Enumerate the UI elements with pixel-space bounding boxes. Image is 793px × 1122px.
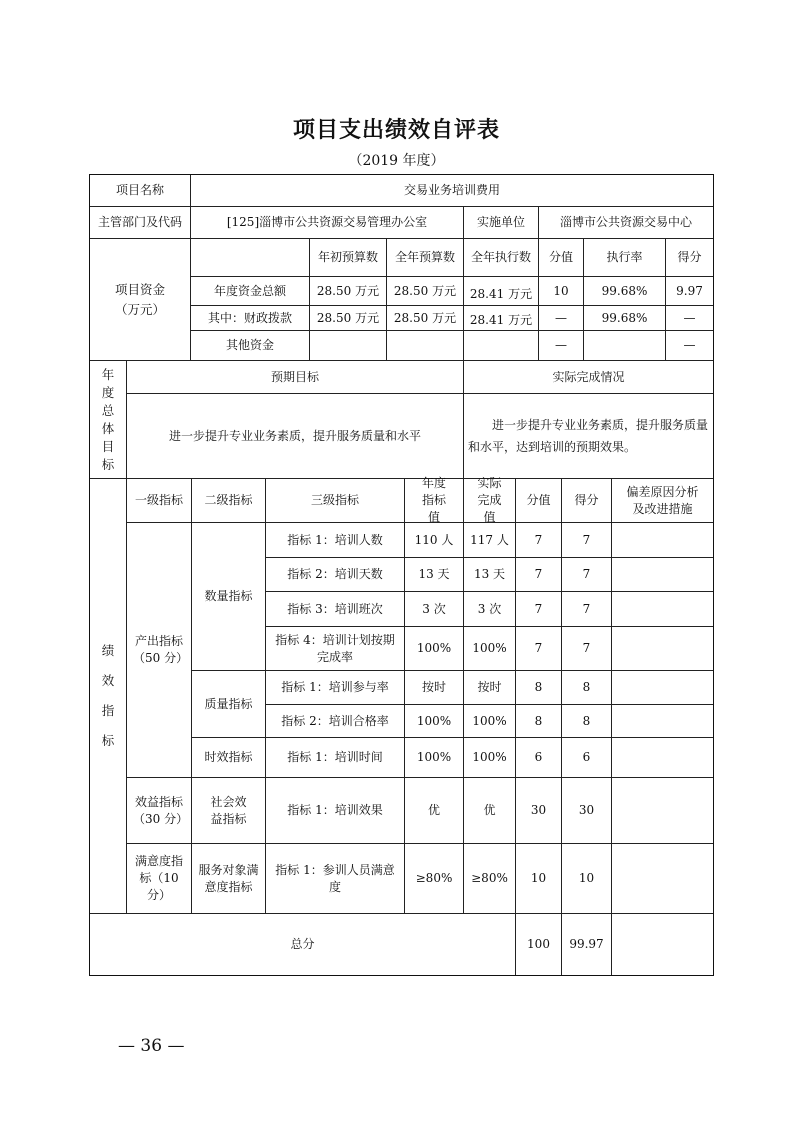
indicators-char: 标 xyxy=(101,733,115,748)
total-deviation xyxy=(611,913,714,976)
indicator-deviation xyxy=(611,522,714,558)
header-score: 得分 xyxy=(561,478,612,523)
funds-row-label: 其中：财政拨款 xyxy=(190,305,310,331)
indicator-actual: 按时 xyxy=(463,670,516,705)
indicator-name: 指标 4：培训计划按期完成率 xyxy=(265,626,405,671)
indicator-score-value: 10 xyxy=(515,843,562,914)
indicator-name: 指标 1：培训效果 xyxy=(265,777,405,844)
funds-row-label: 其他资金 xyxy=(190,330,310,361)
page-subtitle: （2019 年度） xyxy=(348,153,445,169)
indicator-target: 按时 xyxy=(404,670,464,705)
funds-row-executed: 28.41 万元 xyxy=(463,305,539,331)
header-level1: 一级指标 xyxy=(126,478,192,523)
impl-unit-label: 实施单位 xyxy=(463,206,539,239)
indicator-name: 指标 1：参训人员满意度 xyxy=(265,843,405,914)
goals-char: 体 xyxy=(101,420,115,436)
indicator-deviation xyxy=(611,626,714,671)
indicator-deviation xyxy=(611,704,714,738)
funds-row-score-value: — xyxy=(538,305,584,331)
indicators-char: 效 xyxy=(101,673,115,688)
funds-header-initial: 年初预算数 xyxy=(309,238,387,277)
indicators-section-label xyxy=(89,478,127,914)
funds-row-score: — xyxy=(665,330,714,361)
funds-row-rate: 99.68% xyxy=(583,276,666,306)
header-level3: 三级指标 xyxy=(265,478,405,523)
indicator-name: 指标 2：培训合格率 xyxy=(265,704,405,738)
level2-timeliness: 时效指标 xyxy=(191,737,266,778)
funds-row-annual: 28.50 万元 xyxy=(386,305,464,331)
actual-completion-header: 实际完成情况 xyxy=(463,360,714,394)
indicator-score-value: 7 xyxy=(515,591,562,627)
header-score-value: 分值 xyxy=(515,478,562,523)
level2-service-satisfaction: 服务对象满意度指标 xyxy=(191,843,266,914)
level1-output: 产出指标（50 分） xyxy=(126,522,192,778)
indicator-target: 13 天 xyxy=(404,557,464,592)
funds-header-executed: 全年执行数 xyxy=(463,238,539,277)
funds-row-rate: 99.68% xyxy=(583,305,666,331)
indicator-name: 指标 1：培训人数 xyxy=(265,522,405,558)
indicator-deviation xyxy=(611,557,714,592)
indicator-name: 指标 1：培训时间 xyxy=(265,737,405,778)
level2-quality: 质量指标 xyxy=(191,670,266,738)
indicator-name: 指标 2：培训天数 xyxy=(265,557,405,592)
funds-header-score: 得分 xyxy=(665,238,714,277)
funds-row-score: 9.97 xyxy=(665,276,714,306)
indicator-target: 100% xyxy=(404,626,464,671)
indicator-deviation xyxy=(611,670,714,705)
funds-row-annual xyxy=(386,330,464,361)
actual-completion-paragraph: 进一步提升专业业务素质，提升服务质量和水平，达到培训的预期效果。 xyxy=(468,418,709,454)
funds-row-label: 年度资金总额 xyxy=(190,276,310,306)
funds-row-executed: 28.41 万元 xyxy=(463,276,539,306)
level1-benefit: 效益指标（30 分） xyxy=(126,777,192,844)
indicator-score: 7 xyxy=(561,591,612,627)
funds-row-executed xyxy=(463,330,539,361)
indicator-score: 7 xyxy=(561,522,612,558)
funds-row-score: — xyxy=(665,305,714,331)
indicator-actual: 优 xyxy=(463,777,516,844)
indicator-score: 6 xyxy=(561,737,612,778)
indicator-deviation xyxy=(611,777,714,844)
indicator-actual: 100% xyxy=(463,737,516,778)
indicator-score: 7 xyxy=(561,626,612,671)
indicator-actual: 3 次 xyxy=(463,591,516,627)
indicators-char: 指 xyxy=(101,703,115,718)
indicator-deviation xyxy=(611,737,714,778)
indicator-actual: 100% xyxy=(463,704,516,738)
funds-row-initial: 28.50 万元 xyxy=(309,276,387,306)
total-score: 99.97 xyxy=(561,913,612,976)
actual-completion-text xyxy=(463,393,714,479)
goals-char: 标 xyxy=(101,456,115,472)
indicator-target: 优 xyxy=(404,777,464,844)
goals-char: 度 xyxy=(101,384,115,400)
indicator-deviation xyxy=(611,591,714,627)
project-name-label: 项目名称 xyxy=(89,174,191,207)
expected-goal-text: 进一步提升专业业务素质，提升服务质量和水平 xyxy=(126,393,464,479)
funds-row-initial: 28.50 万元 xyxy=(309,305,387,331)
dept-value: [125]淄博市公共资源交易管理办公室 xyxy=(190,206,464,239)
funds-header-blank xyxy=(190,238,310,277)
funds-label-line1: 项目资金 xyxy=(114,281,165,297)
goals-char: 总 xyxy=(101,402,115,418)
indicator-deviation xyxy=(611,843,714,914)
level2-quantity: 数量指标 xyxy=(191,522,266,671)
indicator-name: 指标 1：培训参与率 xyxy=(265,670,405,705)
expected-goal-header: 预期目标 xyxy=(126,360,464,394)
level2-social-benefit: 社会效益指标 xyxy=(191,777,266,844)
funds-row-rate xyxy=(583,330,666,361)
total-label: 总分 xyxy=(89,913,516,976)
indicator-actual: 100% xyxy=(463,626,516,671)
indicator-name: 指标 3：培训班次 xyxy=(265,591,405,627)
indicator-score: 30 xyxy=(561,777,612,844)
page-number: — 36 — xyxy=(118,1036,185,1056)
indicator-target: 110 人 xyxy=(404,522,464,558)
funds-header-annual: 全年预算数 xyxy=(386,238,464,277)
indicator-score-value: 7 xyxy=(515,557,562,592)
header-target: 年度指标值 xyxy=(404,478,464,523)
indicator-score: 10 xyxy=(561,843,612,914)
goals-char: 目 xyxy=(101,438,115,454)
header-actual: 实际完成值 xyxy=(463,478,516,523)
indicator-target: ≥80% xyxy=(404,843,464,914)
indicator-score: 8 xyxy=(561,670,612,705)
indicator-actual: ≥80% xyxy=(463,843,516,914)
indicator-score-value: 7 xyxy=(515,626,562,671)
indicator-target: 3 次 xyxy=(404,591,464,627)
indicator-actual: 13 天 xyxy=(463,557,516,592)
funds-row-annual: 28.50 万元 xyxy=(386,276,464,306)
funds-label-line2: （万元） xyxy=(114,301,165,317)
level1-satisfaction: 满意度指标（10 分） xyxy=(126,843,192,914)
indicator-score-value: 8 xyxy=(515,670,562,705)
indicator-score-value: 7 xyxy=(515,522,562,558)
total-score-value: 100 xyxy=(515,913,562,976)
project-name-value: 交易业务培训费用 xyxy=(190,174,714,207)
funds-section-label xyxy=(89,238,191,361)
goals-section-label xyxy=(89,360,127,479)
funds-header-score-value: 分值 xyxy=(538,238,584,277)
header-deviation: 偏差原因分析及改进措施 xyxy=(611,478,714,523)
indicator-score-value: 6 xyxy=(515,737,562,778)
indicator-target: 100% xyxy=(404,737,464,778)
impl-unit-value: 淄博市公共资源交易中心 xyxy=(538,206,714,239)
indicators-char: 绩 xyxy=(101,643,115,658)
indicator-target: 100% xyxy=(404,704,464,738)
funds-row-score-value: — xyxy=(538,330,584,361)
indicator-score: 7 xyxy=(561,557,612,592)
page-title: 项目支出绩效自评表 xyxy=(292,118,500,143)
indicator-score-value: 30 xyxy=(515,777,562,844)
header-level2: 二级指标 xyxy=(191,478,266,523)
funds-row-initial xyxy=(309,330,387,361)
indicator-score: 8 xyxy=(561,704,612,738)
funds-header-rate: 执行率 xyxy=(583,238,666,277)
indicator-actual: 117 人 xyxy=(463,522,516,558)
dept-label: 主管部门及代码 xyxy=(89,206,191,239)
goals-char: 年 xyxy=(101,366,115,382)
indicator-score-value: 8 xyxy=(515,704,562,738)
funds-row-score-value: 10 xyxy=(538,276,584,306)
